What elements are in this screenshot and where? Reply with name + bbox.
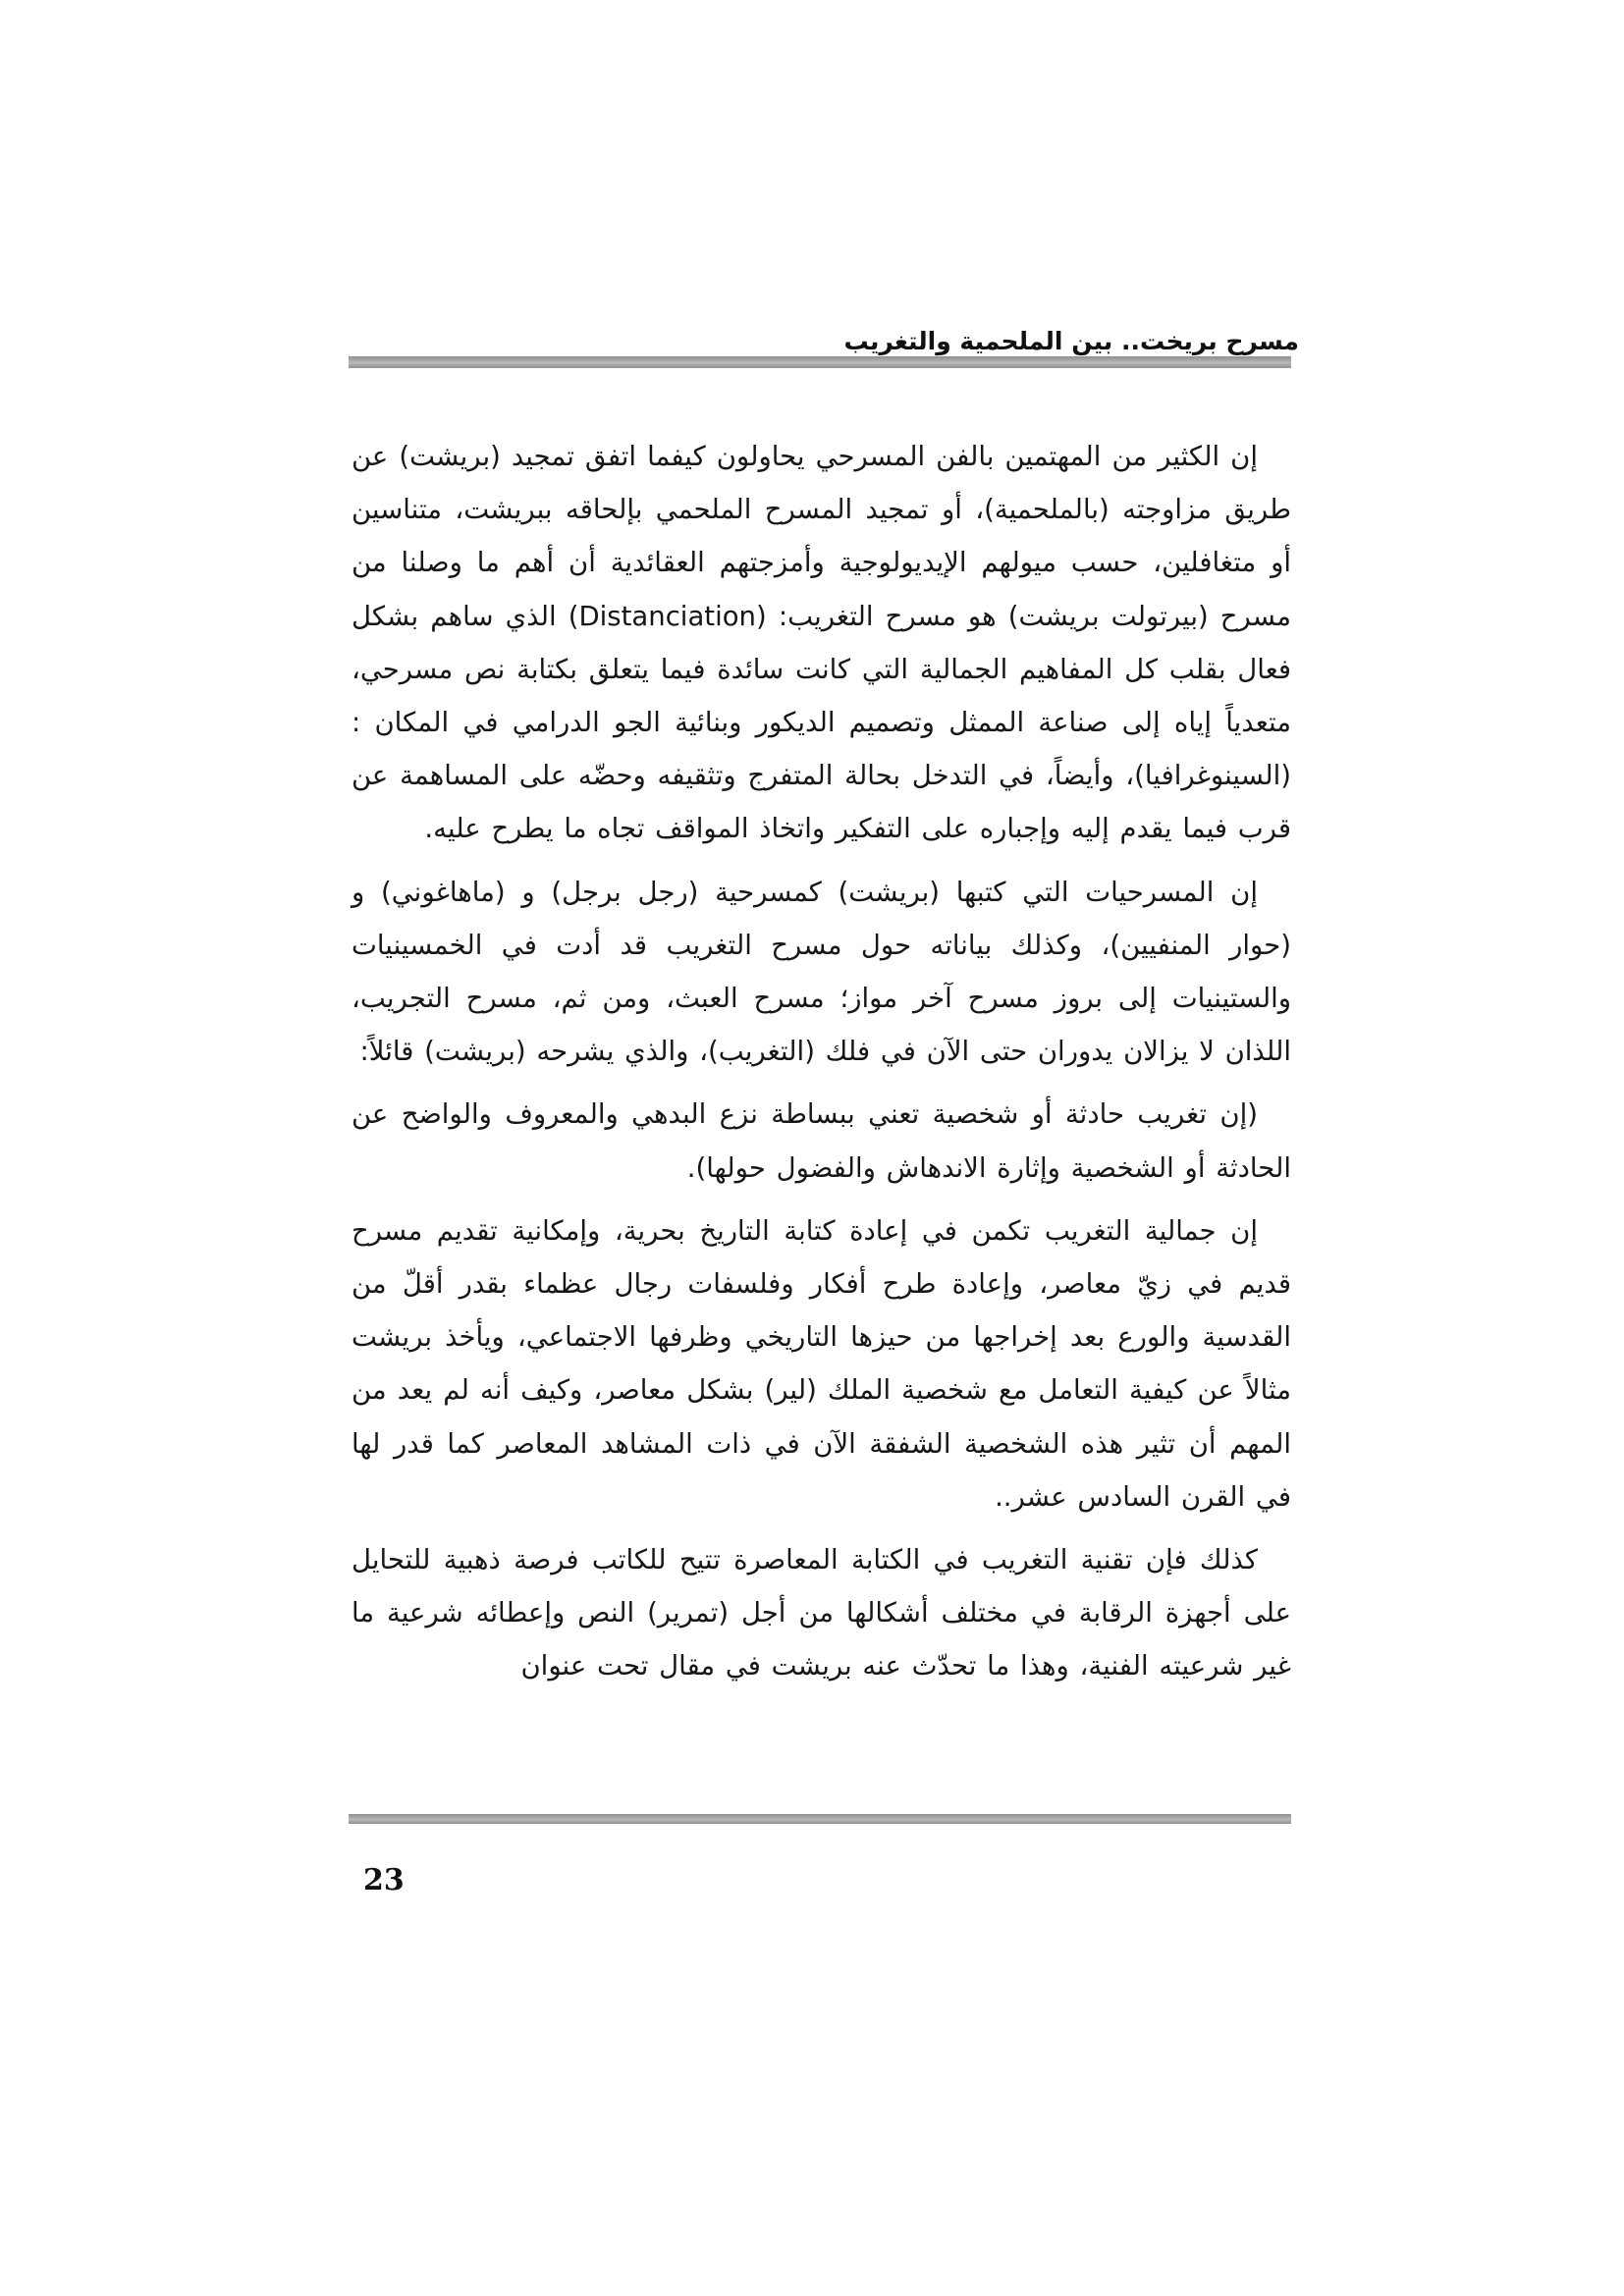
paragraph-5: كذلك فإن تقنية التغريب في الكتابة المعاصرة تتيح للكاتب فرصة ذهبية للتحايل على أجهزة الرقابة في مختلف أشكالها من أجل (تمرير) النص وإعطائه شرعية ما غير شرعيته الفنية، وهذا ما تحدّث عنه بريشت في مقال تحت عنوان [352, 1544, 1291, 1682]
paragraph-2: إن المسرحيات التي كتبها (بريشت) كمسرحية (رجل برجل) و (ماهاغوني) و (حوار المنفيين)، وكذلك بياناته حول مسرح التغريب قد أدت في الخمسينيات والستينيات إلى بروز مسرح آخر مواز؛ مسرح العبث، ومن ثم، مسرح التجريب، اللذان لا يزالان يدوران حتى الآن في فلك (التغريب)، والذي يشرحه (بريشت) قائلاً: [352, 876, 1291, 1068]
paragraph-3-quote: (إن تغريب حادثة أو شخصية تعني ببساطة نزع البدهي والمعروف والواضح عن الحادثة أو الشخصية وإثارة الاندهاش والفضول حولها). [352, 1098, 1291, 1184]
page-number: 23 [363, 1863, 405, 1897]
paragraph-4: إن جمالية التغريب تكمن في إعادة كتابة التاريخ بحرية، وإمكانية تقديم مسرح قديم في زيّ معاصر، وإعادة طرح أفكار وفلسفات رجال عظماء بقدر أقلّ من القدسية والورع بعد إخراجها من حيزها التاريخي وظرفها الاجتماعي، ويأخذ بريشت مثالاً عن كيفية التعامل مع شخصية الملك (لير) بشكل معاصر، وكيف أنه لم يعد من المهم أن تثير هذه الشخصية الشفقة الآن في ذات المشاهد المعاصر كما قدر لها في القرن السادس عشر.. [352, 1214, 1291, 1513]
footer-rule [349, 1814, 1291, 1824]
header-rule [349, 356, 1291, 368]
body-text [352, 430, 1291, 1703]
paragraph-1: إن الكثير من المهتمين بالفن المسرحي يحاولون كيفما اتفق تمجيد (بريشت) عن طريق مزاوجته (بالملحمية)، أو تمجيد المسرح الملحمي بإلحاقه ببريشت، متناسين أو متغافلين، حسب ميولهم الإيديولوجية وأمزجتهم العقائدية أن أهم ما وصلنا من مسرح (بيرتولت بريشت) هو مسرح التغريب: (Distanciation) الذي ساهم بشكل فعال بقلب كل المفاهيم الجمالية التي كانت سائدة فيما يتعلق بكتابة نص مسرحي، متعدياً إياه إلى صناعة الممثل وتصميم الديكور وبنائية الجو الدرامي في المكان : (السينوغرافيا)، وأيضاً، في التدخل بحالة المتفرج وتثقيفه وحضّه على المساهمة عن قرب فيما يقدم إليه وإجباره على التفكير واتخاذ المواقف تجاه ما يطرح عليه. [352, 441, 1291, 845]
running-header-title: مسرح بريخت.. بين الملحمية والتغريب [843, 327, 1299, 355]
